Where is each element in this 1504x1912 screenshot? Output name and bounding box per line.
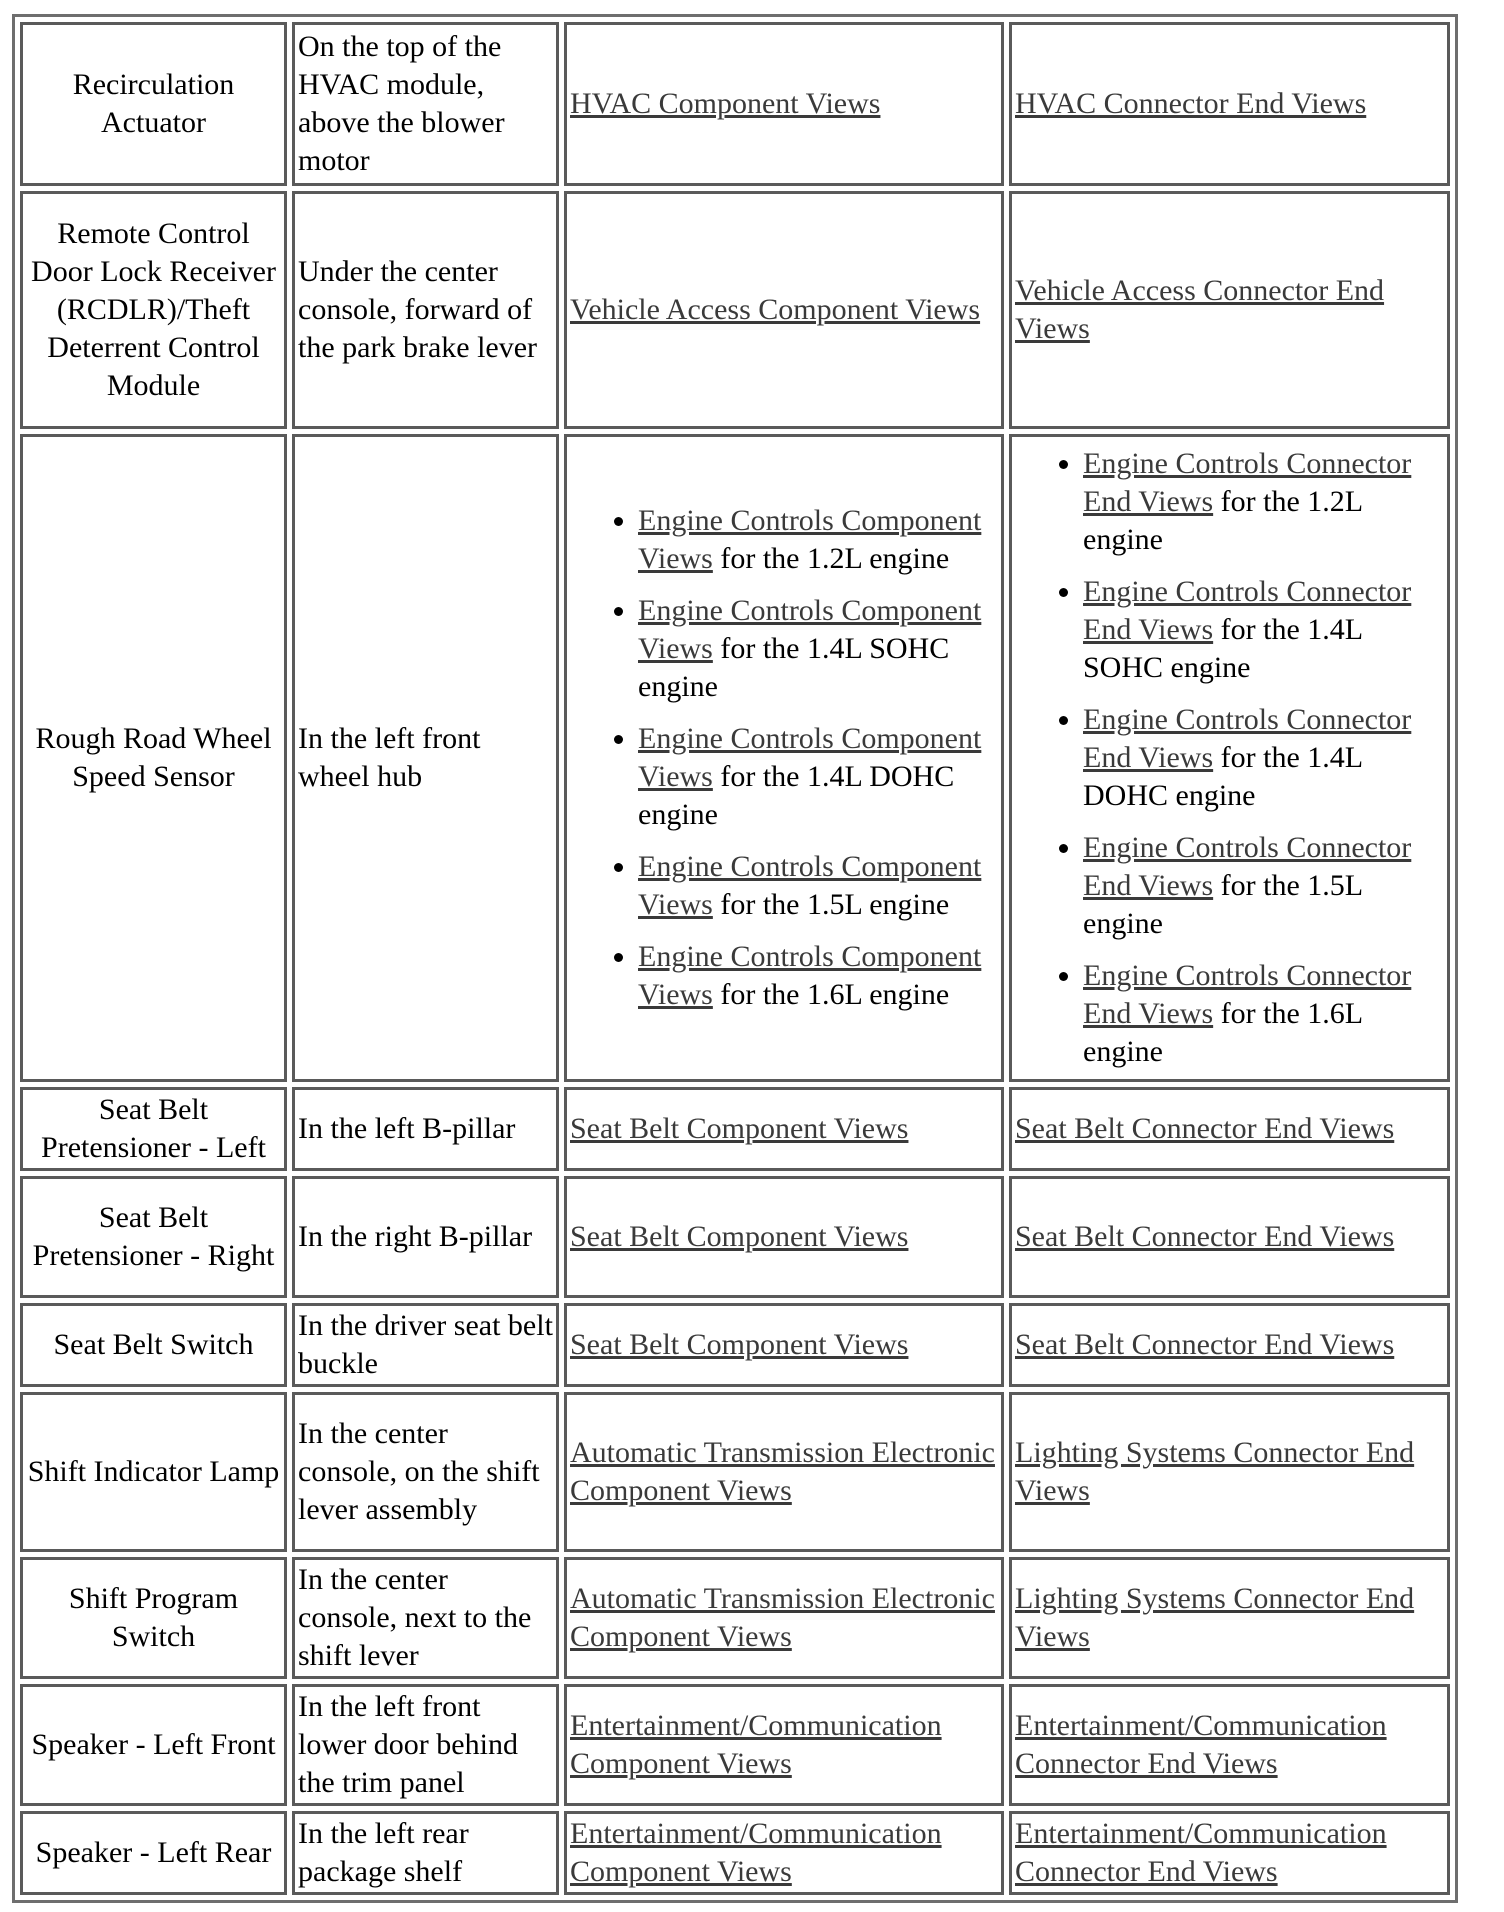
engine-variant-text: for the 1.2L engine [1083, 485, 1362, 556]
component-view-cell [564, 1087, 1004, 1171]
location-cell [292, 434, 559, 1082]
component-name: Seat Belt Pretensioner - Left [41, 1093, 266, 1164]
component-name: Shift Program Switch [68, 1582, 239, 1653]
list-item [1083, 445, 1444, 559]
connector-end-views-link[interactable]: HVAC Connector End Views [1015, 87, 1367, 120]
connector-end-views-link[interactable]: Entertainment/Communication Connector End Views [1015, 1817, 1387, 1888]
table-row [20, 22, 1450, 186]
component-views-link[interactable]: HVAC Component Views [570, 87, 881, 120]
component-views-link[interactable]: Entertainment/Communication Component Views [570, 1817, 942, 1888]
connector-view-cell [1009, 1684, 1450, 1806]
location-cell [292, 191, 559, 429]
engine-controls-connector-end-views-link[interactable]: Engine Controls Connector End Views [1083, 831, 1412, 902]
engine-controls-connector-end-views-link[interactable]: Engine Controls Connector End Views [1083, 447, 1412, 518]
component-name-cell [20, 1684, 287, 1806]
list-item [1083, 573, 1444, 687]
list-item [638, 592, 998, 706]
engine-variant-text: for the 1.4L SOHC engine [638, 632, 950, 703]
location-text: In the left front wheel hub [298, 722, 481, 793]
connector-view-cell [1009, 1392, 1450, 1552]
component-views-link[interactable]: Seat Belt Component Views [570, 1328, 909, 1361]
location-cell [292, 22, 559, 186]
list-item [638, 720, 998, 834]
location-text: Under the center console, forward of the park brake lever [298, 255, 538, 364]
component-views-link[interactable]: Automatic Transmission Electronic Component Views [570, 1436, 995, 1507]
component-view-cell [564, 1303, 1004, 1387]
connector-view-cell [1009, 22, 1450, 186]
connector-end-views-link[interactable]: Seat Belt Connector End Views [1015, 1112, 1395, 1145]
list-item [638, 502, 998, 578]
connector-view-cell [1009, 191, 1450, 429]
component-locator-table [12, 14, 1458, 1903]
location-text: In the left B-pillar [298, 1112, 516, 1145]
table-row [20, 1684, 1450, 1806]
list-item [1083, 829, 1444, 943]
engine-variant-text: for the 1.6L engine [712, 978, 950, 1011]
connector-view-cell [1009, 1176, 1450, 1298]
component-name: Shift Indicator Lamp [27, 1455, 280, 1488]
location-cell [292, 1087, 559, 1171]
connector-end-views-link[interactable]: Seat Belt Connector End Views [1015, 1328, 1395, 1361]
table-row [20, 191, 1450, 429]
component-name-cell [20, 22, 287, 186]
table-row [20, 434, 1450, 1082]
connector-view-cell [1009, 1087, 1450, 1171]
location-text: On the top of the HVAC module, above the blower motor [298, 30, 505, 177]
component-name: Rough Road Wheel Speed Sensor [35, 722, 272, 793]
component-view-cell [564, 1176, 1004, 1298]
component-name: Speaker - Left Front [31, 1728, 276, 1761]
table-row [20, 1557, 1450, 1679]
table-row [20, 1392, 1450, 1552]
list-item [638, 938, 998, 1014]
connector-end-views-link[interactable]: Lighting Systems Connector End Views [1015, 1582, 1415, 1653]
engine-controls-connector-end-views-link[interactable]: Engine Controls Connector End Views [1083, 959, 1412, 1030]
location-cell [292, 1392, 559, 1552]
connector-view-cell [1009, 1557, 1450, 1679]
component-view-cell [564, 1392, 1004, 1552]
component-view-cell [564, 1811, 1004, 1895]
component-name: Speaker - Left Rear [35, 1836, 272, 1869]
component-name-cell [20, 1176, 287, 1298]
location-text: In the left rear package shelf [298, 1817, 469, 1888]
engine-variant-text: for the 1.5L engine [712, 888, 950, 921]
connector-end-views-list [1015, 445, 1444, 1071]
engine-controls-component-views-link[interactable]: Engine Controls Component Views [638, 940, 982, 1011]
engine-variant-text: for the 1.6L engine [1083, 997, 1362, 1068]
engine-variant-text: for the 1.4L DOHC engine [638, 760, 955, 831]
component-view-cell [564, 22, 1004, 186]
component-name-cell [20, 1087, 287, 1171]
list-item [1083, 701, 1444, 815]
engine-controls-connector-end-views-link[interactable]: Engine Controls Connector End Views [1083, 703, 1412, 774]
location-cell [292, 1303, 559, 1387]
component-name-cell [20, 1557, 287, 1679]
table-row [20, 1087, 1450, 1171]
component-name: Recirculation Actuator [72, 68, 235, 139]
list-item [1083, 957, 1444, 1071]
location-cell [292, 1176, 559, 1298]
connector-end-views-link[interactable]: Entertainment/Communication Connector End Views [1015, 1709, 1387, 1780]
component-name: Seat Belt Pretensioner - Right [32, 1201, 275, 1272]
location-text: In the center console, next to the shift lever [298, 1563, 532, 1672]
location-cell [292, 1557, 559, 1679]
engine-variant-text: for the 1.5L engine [1083, 869, 1362, 940]
location-text: In the center console, on the shift lever assembly [298, 1417, 540, 1526]
engine-controls-component-views-link[interactable]: Engine Controls Component Views [638, 850, 982, 921]
table-row [20, 1811, 1450, 1895]
component-views-link[interactable]: Seat Belt Component Views [570, 1220, 909, 1253]
component-name-cell [20, 1303, 287, 1387]
engine-controls-component-views-link[interactable]: Engine Controls Component Views [638, 504, 982, 575]
location-cell [292, 1684, 559, 1806]
location-cell [292, 1811, 559, 1895]
engine-variant-text: for the 1.4L DOHC engine [1083, 741, 1362, 812]
location-text: In the driver seat belt buckle [298, 1309, 553, 1380]
component-name-cell [20, 191, 287, 429]
connector-view-cell [1009, 1811, 1450, 1895]
list-item [638, 848, 998, 924]
component-name-cell [20, 434, 287, 1082]
component-views-list [570, 502, 998, 1014]
component-name: Seat Belt Switch [53, 1328, 254, 1361]
connector-view-cell [1009, 434, 1450, 1082]
engine-variant-text: for the 1.2L engine [712, 542, 950, 575]
location-text: In the left front lower door behind the trim panel [298, 1690, 518, 1799]
engine-controls-component-views-link[interactable]: Engine Controls Component Views [638, 594, 982, 665]
component-views-link[interactable]: Vehicle Access Component Views [570, 293, 981, 326]
component-name-cell [20, 1811, 287, 1895]
connector-end-views-link[interactable]: Seat Belt Connector End Views [1015, 1220, 1395, 1253]
component-views-link[interactable]: Entertainment/Communication Component Views [570, 1709, 942, 1780]
component-name: Remote Control Door Lock Receiver (RCDLR)/Theft Deterrent Control Module [31, 217, 276, 402]
engine-controls-connector-end-views-link[interactable]: Engine Controls Connector End Views [1083, 575, 1412, 646]
table-row [20, 1303, 1450, 1387]
component-view-cell [564, 191, 1004, 429]
connector-end-views-link[interactable]: Lighting Systems Connector End Views [1015, 1436, 1415, 1507]
component-view-cell [564, 1684, 1004, 1806]
component-views-link[interactable]: Automatic Transmission Electronic Component Views [570, 1582, 995, 1653]
engine-controls-component-views-link[interactable]: Engine Controls Component Views [638, 722, 982, 793]
engine-variant-text: for the 1.4L SOHC engine [1083, 613, 1362, 684]
component-view-cell [564, 434, 1004, 1082]
component-name-cell [20, 1392, 287, 1552]
location-text: In the right B-pillar [298, 1220, 533, 1253]
connector-view-cell [1009, 1303, 1450, 1387]
connector-end-views-link[interactable]: Vehicle Access Connector End Views [1015, 274, 1385, 345]
component-views-link[interactable]: Seat Belt Component Views [570, 1112, 909, 1145]
table-row [20, 1176, 1450, 1298]
component-view-cell [564, 1557, 1004, 1679]
